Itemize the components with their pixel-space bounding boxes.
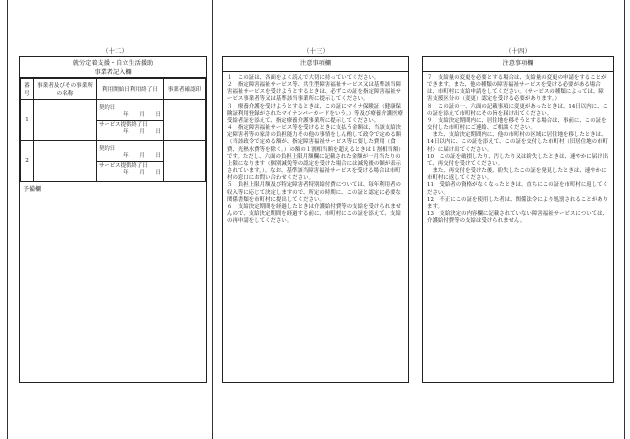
panel3-number: （十四） <box>505 47 531 55</box>
panel2-number: （十三） <box>303 47 329 55</box>
provider-cell <box>34 141 97 182</box>
note-paragraph: ７ 支給量の変更を必要とする場合は、支給量の変更の申請をすることができます。また、他の種類の障害福祉サービスを受ける必要がある場合は、市町村に支給申請をしてください。（サービスの種類によっては、障害支援区分の（変更）認定を受ける必要があります。） <box>427 75 607 103</box>
table-row <box>21 100 206 141</box>
col-provider: 事業者及びその事業所の名称 <box>34 79 97 100</box>
col-confirm: 事業者確認印 <box>164 79 206 100</box>
panel1-header <box>20 57 206 78</box>
col-dates: 利用開始日利用終了日 <box>97 79 164 100</box>
contract-date-ymd: 年 月 日 <box>123 152 161 159</box>
note-paragraph: ４ 指定障害福祉サービス等を受けるときに支払う金額は、当該支給決定障害者等の家計の負担能力その他の事情をしん酌して政令で定める額（当該政令で定める額が、指定障害福祉サービス等に要した費用（食費、光熱水費等を除く。）の額の１割相当額を超えるときは１割相当額）です。ただし、六面の負担上限月額欄に記載された金額が一月当たりの上限になります（個別減免等の認定を受けた場合には減免後の額が表示されています。）。なお、基準該当障害福祉サービスを受ける場合は市町村の窓口にお問い合わせください。 <box>227 125 404 182</box>
contract-date-label: 契約日 <box>99 145 116 152</box>
provider-table-header <box>21 79 206 100</box>
confirm-cell <box>164 141 206 182</box>
fold-line-right <box>624 0 625 439</box>
note-paragraph: 13 支給決定の内容欄に記載されていない障害福祉サービスについては、介護給付費等の支給は受けられません。 <box>427 210 608 225</box>
note-paragraph: また、再交付を受けた後、紛失したこの証を発見したときは、速やかに市町村に返してください。 <box>427 168 607 182</box>
note-paragraph: 11 受給者の資格がなくなったときは、直ちにこの証を市町村に返してください。 <box>427 182 609 196</box>
note-paragraph: ３ 療養介護を受けようとするときは、この証にマイナ保険証（健康保険証利用登録がされたマイナンバーカードをいう。）等及び療養介護医療受給者証を添えて、指定療養介護事業所に提示してください。 <box>227 103 403 124</box>
end-date-label: サービス提供終了日 <box>99 162 148 169</box>
panel2-header: 注意事項欄 <box>223 57 408 72</box>
provider-table <box>20 78 206 182</box>
panel1-title-line1: 就労定着支援・自立生活援助 <box>72 60 154 67</box>
panel1-number: （十二） <box>102 47 128 55</box>
panel2-frame <box>222 56 409 383</box>
confirm-cell <box>164 100 206 141</box>
panel3-frame <box>422 56 614 383</box>
fold-line-left <box>7 0 8 439</box>
contract-date-ymd: 年 月 日 <box>123 111 161 118</box>
note-paragraph: 12 不正にこの証を使用した者は、関係法令により処罰されることがあります。 <box>427 196 609 210</box>
panel3-notes <box>423 72 613 225</box>
dates-cell <box>97 100 164 141</box>
note-paragraph: また、支給決定期間内に、他の市町村の区域に居住地を移したときは、14日以内に、この証を添えて、この証を交付した市町村（旧居住地の市町村）に届け出てください。 <box>427 132 608 153</box>
note-paragraph: ９ 支給決定期間内に、居住地を移そうとする場合は、事前に、この証を交付した市町村にご連絡、ご相談ください。 <box>427 117 607 132</box>
note-paragraph: ６ 支給決定期間を経過したときは介護給付費等の支給を受けられませんので、支給決定期間を経過する前に、市町村にこの証を添えて、支給の再申請をしてください。 <box>227 203 402 225</box>
contract-date-label: 契約日 <box>99 104 116 111</box>
panel2-notes <box>223 72 408 225</box>
note-paragraph: 10 この証を破損したり、汚したり又は紛失したときは、速やかに届け出て、再交付を受けてください。 <box>427 153 609 167</box>
panel1-title-line2: 事業者記入欄 <box>94 69 132 76</box>
note-paragraph: ８ この証の一、六面の記載事項に変更があったときは、14日以内に、この証を添えて市町村にその旨を届け出てください。 <box>427 103 609 117</box>
notes-label: 予備欄 <box>23 186 42 193</box>
panel3-header: 注意事項欄 <box>423 57 613 72</box>
row-number: 1 <box>21 100 34 141</box>
dates-cell <box>97 141 164 182</box>
col-number: 番号 <box>21 79 34 100</box>
end-date-ymd: 年 月 日 <box>123 128 161 135</box>
end-date-ymd: 年 月 日 <box>123 169 161 176</box>
note-paragraph: ５ 負担上限月額及び特定障害者特別給付費については、毎年利用者の収入等に応じて決定しますので、所定の時期に、この証と認定に必要な関係書類を市町村に提出してください。 <box>227 182 401 203</box>
provider-cell <box>34 100 97 141</box>
end-date-label: サービス提供終了日 <box>99 121 148 128</box>
table-row <box>21 141 206 182</box>
panel1-frame <box>19 56 207 383</box>
row-number: 2 <box>21 141 34 182</box>
note-paragraph: ２ 指定障害福祉サービス等、共生型障害福祉サービス又は基準該当障害福祉サービスを受けようとするときは、必ずこの証を指定障害福祉サービス事業者等又は基準該当事業所に提示してください。 <box>227 82 402 103</box>
fold-line-middle <box>212 0 213 439</box>
note-paragraph: １ この証は、各面をよく読んで大切に持っていてください。 <box>227 75 380 81</box>
